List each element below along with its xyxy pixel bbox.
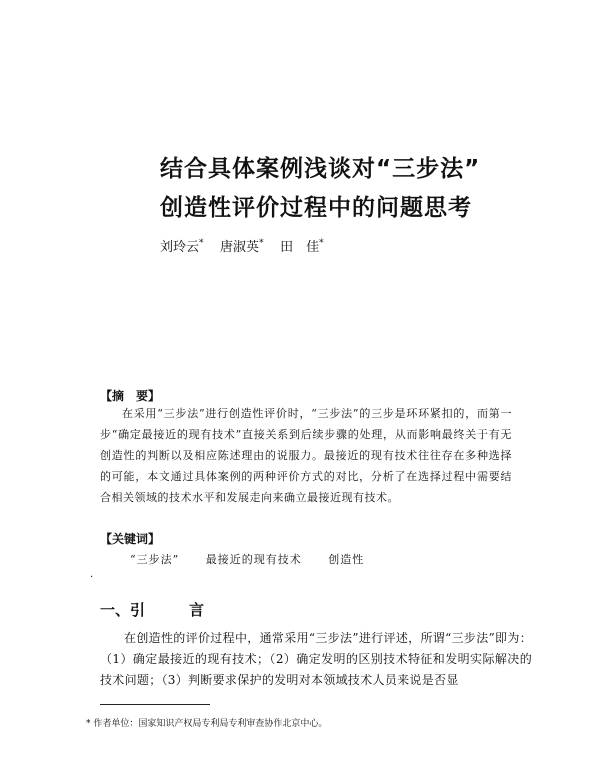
paper-title-line-1: 结合具体案例浅谈对“三步法”: [160, 156, 481, 182]
keyword-item: 创造性: [328, 553, 365, 566]
keyword-list: [130, 551, 386, 567]
author-list: [160, 236, 324, 255]
paper-title-line-2: 创造性评价过程中的问题思考: [160, 195, 472, 221]
body-paragraph: [100, 628, 532, 691]
author-mark: *: [259, 238, 264, 249]
body-text: 在创造性的评价过程中，通常采用“三步法”进行评述，所谓“三步法”即为：（1）确定最接近的现有技术；（2）确定发明的区别技术特征和发明实际解决的技术问题；（3）判断要求保护的发明对本领域技术人员来说是否显: [100, 631, 532, 687]
footnote: * 作者单位：国家知识产权局专利局专利审查协作北京中心。: [86, 719, 328, 729]
section-heading: [100, 599, 204, 620]
section-number: 一、引: [100, 601, 146, 619]
author-mark: *: [319, 238, 324, 249]
keywords-label: 【关键词】: [100, 532, 161, 546]
section-title: 言: [189, 601, 205, 619]
author-name: 田 佳: [280, 240, 320, 255]
abstract-label: 【摘 要】: [100, 389, 161, 403]
author-name: 唐淑英: [220, 240, 260, 255]
stray-mark: ·: [90, 572, 94, 583]
keyword-item: “三步法”: [130, 553, 180, 566]
abstract-body: [100, 403, 512, 508]
abstract-text: 在采用“三步法”进行创造性评价时，“三步法”的三步是环环紧扣的，而第一步“确定最接近的现有技术”直接关系到后续步骤的处理，从而影响最终关于有无创造性的判断以及相应陈述理由的说服力。最接近的现有技术往往存在多种选择的可能，本文通过具体案例的两种评价方式的对比，分析了在选择过程中需要结合相关领域的技术水平和发展走向来确立最接近现有技术。: [100, 407, 512, 504]
keyword-item: 最接近的现有技术: [205, 553, 302, 566]
footnote-rule: [100, 704, 210, 705]
author-name: 刘玲云: [160, 240, 200, 255]
author-mark: *: [199, 238, 204, 249]
